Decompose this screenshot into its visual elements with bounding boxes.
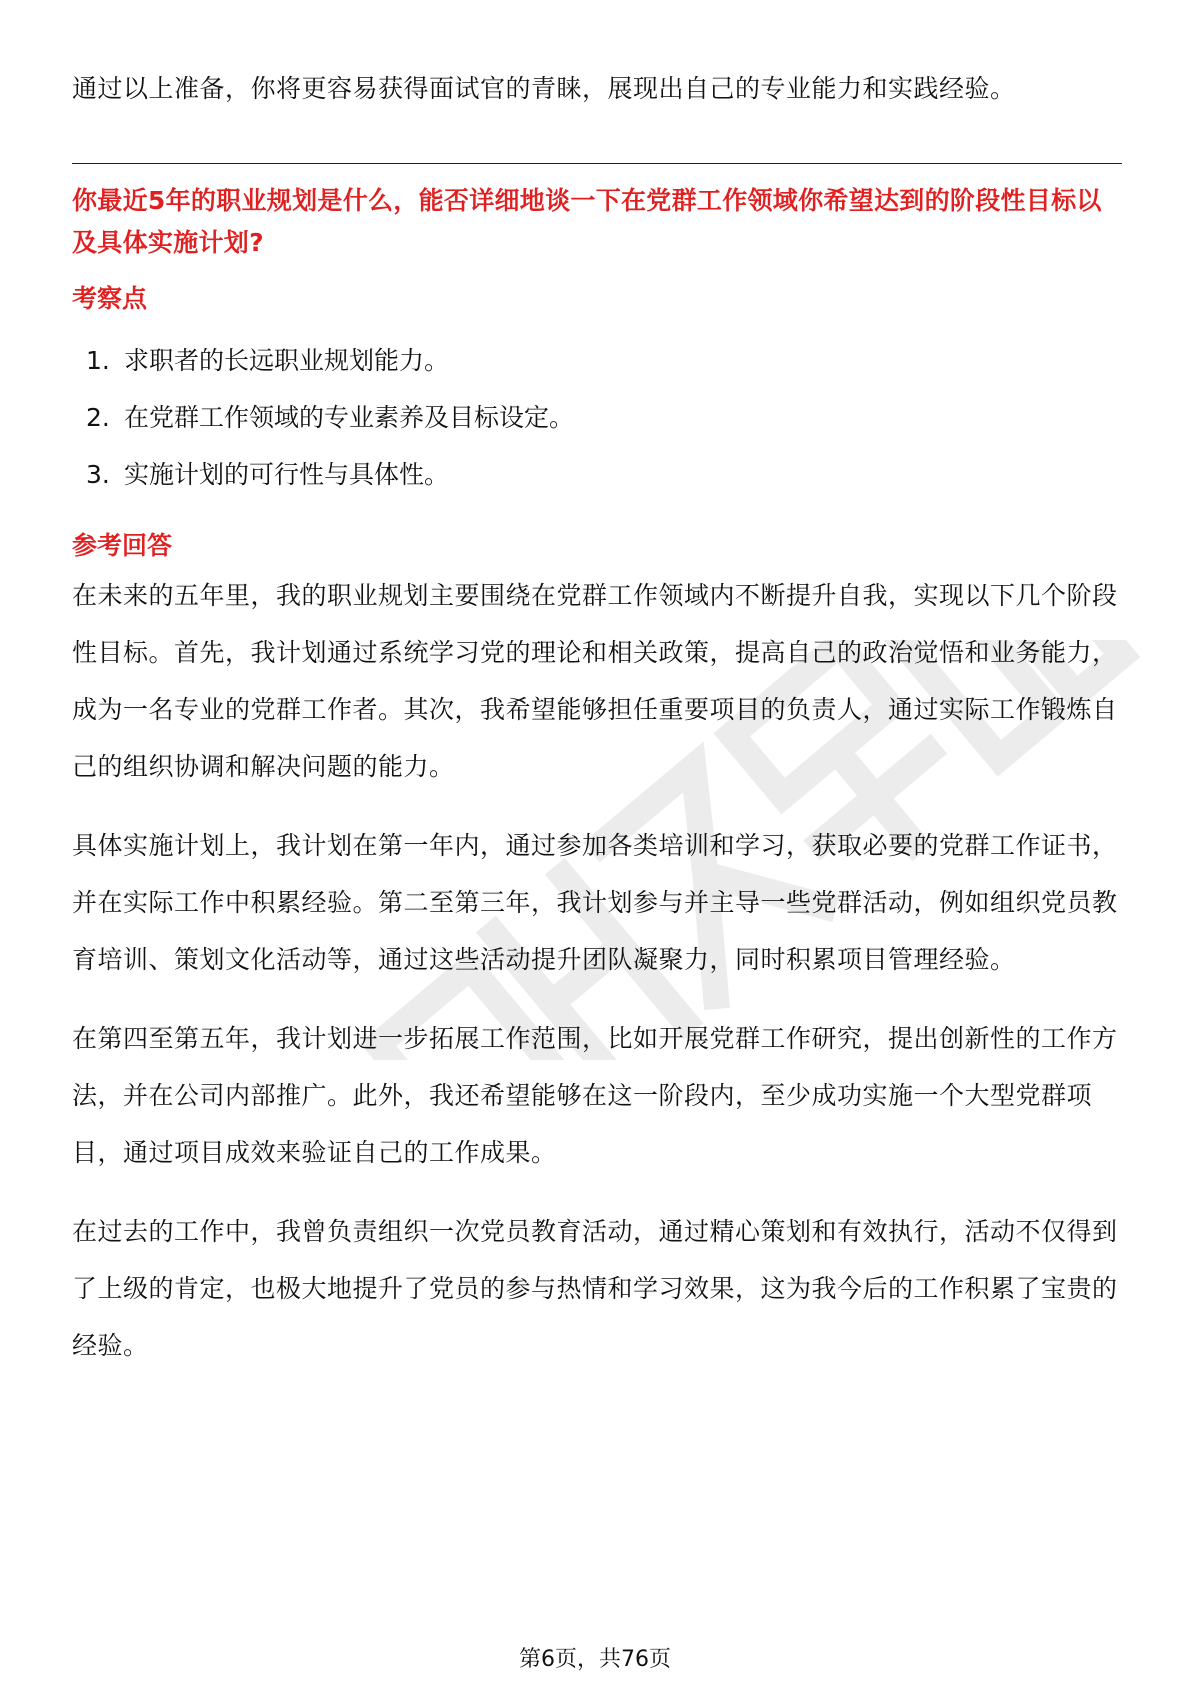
answer-paragraph: 具体实施计划上，我计划在第一年内，通过参加各类培训和学习，获取必要的党群工作证书，并在实际工作中积累经验。第二至第三年，我计划参与并主导一些党群活动，例如组织党员教育培训、策划文化活动等，通过这些活动提升团队凝聚力，同时积累项目管理经验。 (72, 831, 1118, 974)
list-item (72, 389, 1122, 446)
list-item-text: 求职者的长远职业规划能力。 (124, 346, 450, 375)
list-item-number: 2. (86, 403, 110, 432)
answer-paragraph: 在过去的工作中，我曾负责组织一次党员教育活动，通过精心策划和有效执行，活动不仅得到了上级的肯定，也极大地提升了党员的参与热情和学习效果，这为我今后的工作积累了宝贵的经验。 (72, 1217, 1118, 1360)
list-item-number: 1. (86, 346, 110, 375)
page-number-footer: 第6页，共76页 (519, 1647, 671, 1672)
key-points-list (72, 332, 1122, 503)
answer-paragraph: 在第四至第五年，我计划进一步拓展工作范围，比如开展党群工作研究，提出创新性的工作方法，并在公司内部推广。此外，我还希望能够在这一阶段内，至少成功实施一个大型党群项目，通过项目成效来验证自己的工作成果。 (72, 1024, 1118, 1167)
document-content (72, 60, 1122, 1374)
section-divider (72, 163, 1122, 164)
list-item-number: 3. (86, 460, 110, 489)
question-title: 你最近5年的职业规划是什么，能否详细地谈一下在党群工作领域你希望达到的阶段性目标以及具体实施计划? (72, 186, 1102, 257)
list-item-text: 实施计划的可行性与具体性。 (124, 460, 450, 489)
answer-paragraph: 在未来的五年里，我的职业规划主要围绕在党群工作领域内不断提升自我，实现以下几个阶段性目标。首先，我计划通过系统学习党的理论和相关政策，提高自己的政治觉悟和业务能力，成为一名专业的党群工作者。其次，我希望能够担任重要项目的负责人，通过实际工作锻炼自己的组织协调和解决问题的能力。 (72, 581, 1118, 781)
list-item-text: 在党群工作领域的专业素养及目标设定。 (124, 403, 575, 432)
reference-answer-heading: 参考回答 (72, 531, 173, 560)
key-points-heading: 考察点 (72, 284, 148, 313)
list-item (72, 332, 1122, 389)
intro-paragraph: 通过以上准备，你将更容易获得面试官的青睐，展现出自己的专业能力和实践经验。 (72, 74, 1016, 103)
list-item (72, 446, 1122, 503)
